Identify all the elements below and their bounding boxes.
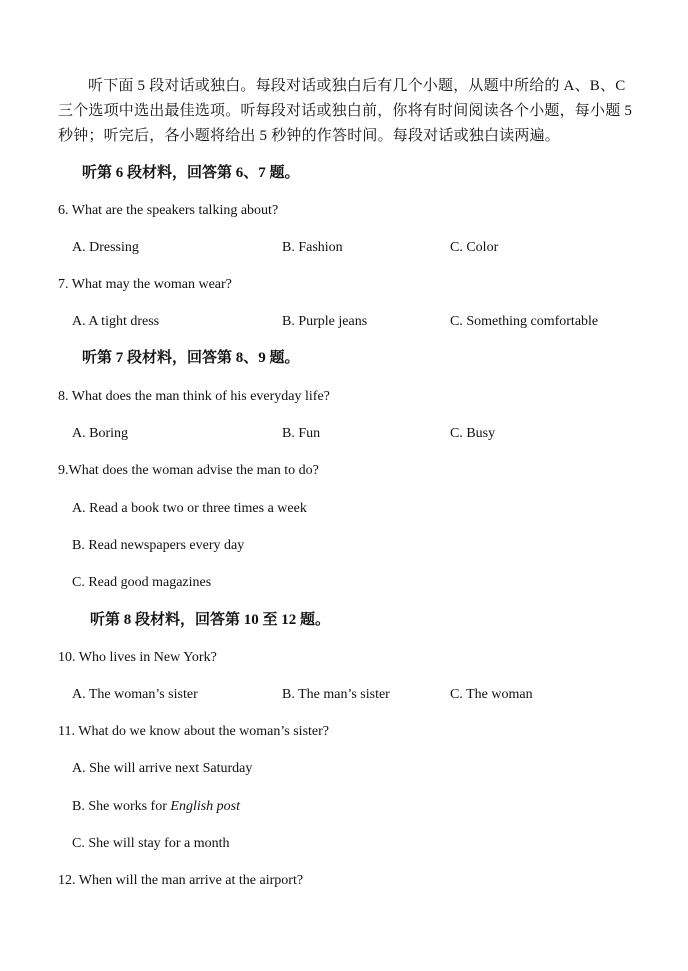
question-10-option-a: A. The woman’s sister <box>72 687 198 702</box>
question-11: 11. What do we know about the woman’s sister? <box>58 724 330 739</box>
question-11-option-b <box>72 798 240 816</box>
question-8-option-c: C. Busy <box>450 426 496 441</box>
question-7-option-a: A. A tight dress <box>72 314 160 329</box>
question-9-option-c: C. Read good magazines <box>72 575 212 590</box>
question-12: 12. When will the man arrive at the airport? <box>58 873 304 888</box>
section-heading-8: 听第 8 段材料，回答第 10 至 12 题。 <box>90 612 331 628</box>
question-11-option-b-text: B. She works for <box>72 799 171 814</box>
section-heading-6: 听第 6 段材料，回答第 6、7 题。 <box>82 165 300 181</box>
question-6: 6. What are the speakers talking about? <box>58 203 279 218</box>
question-8: 8. What does the man think of his everyday life? <box>58 389 330 404</box>
question-6-option-c: C. Color <box>450 240 499 255</box>
question-10-option-b: B. The man’s sister <box>282 687 390 702</box>
question-11-option-b-italic: English post <box>170 799 241 814</box>
question-7-option-c: C. Something comfortable <box>450 314 599 329</box>
instructions-paragraph: 听下面 5 段对话或独白。每段对话或独白后有几个小题，从题中所给的 A、B、C三个选项中选出最佳选项。听每段对话或独白前，你将有时间阅读各个小题，每小题 5 秒钟；听完后，各小题将给出 5 秒钟的作答时间。每段对话或独白读两遍。 <box>58 78 633 144</box>
question-6-option-a: A. Dressing <box>72 240 139 255</box>
question-9-option-b: B. Read newspapers every day <box>72 538 245 553</box>
question-7: 7. What may the woman wear? <box>58 277 232 292</box>
question-9-option-a: A. Read a book two or three times a week <box>72 501 307 516</box>
question-11-option-c: C. She will stay for a month <box>72 836 230 851</box>
question-6-option-b: B. Fashion <box>282 240 343 255</box>
question-10: 10. Who lives in New York? <box>58 650 217 665</box>
question-11-option-a: A. She will arrive next Saturday <box>72 761 253 776</box>
section-heading-7: 听第 7 段材料，回答第 8、9 题。 <box>82 350 300 366</box>
question-7-option-b: B. Purple jeans <box>282 314 368 329</box>
question-8-option-a: A. Boring <box>72 426 128 441</box>
question-10-option-c: C. The woman <box>450 687 533 702</box>
question-8-option-b: B. Fun <box>282 426 321 441</box>
question-9: 9.What does the woman advise the man to do? <box>58 463 319 478</box>
